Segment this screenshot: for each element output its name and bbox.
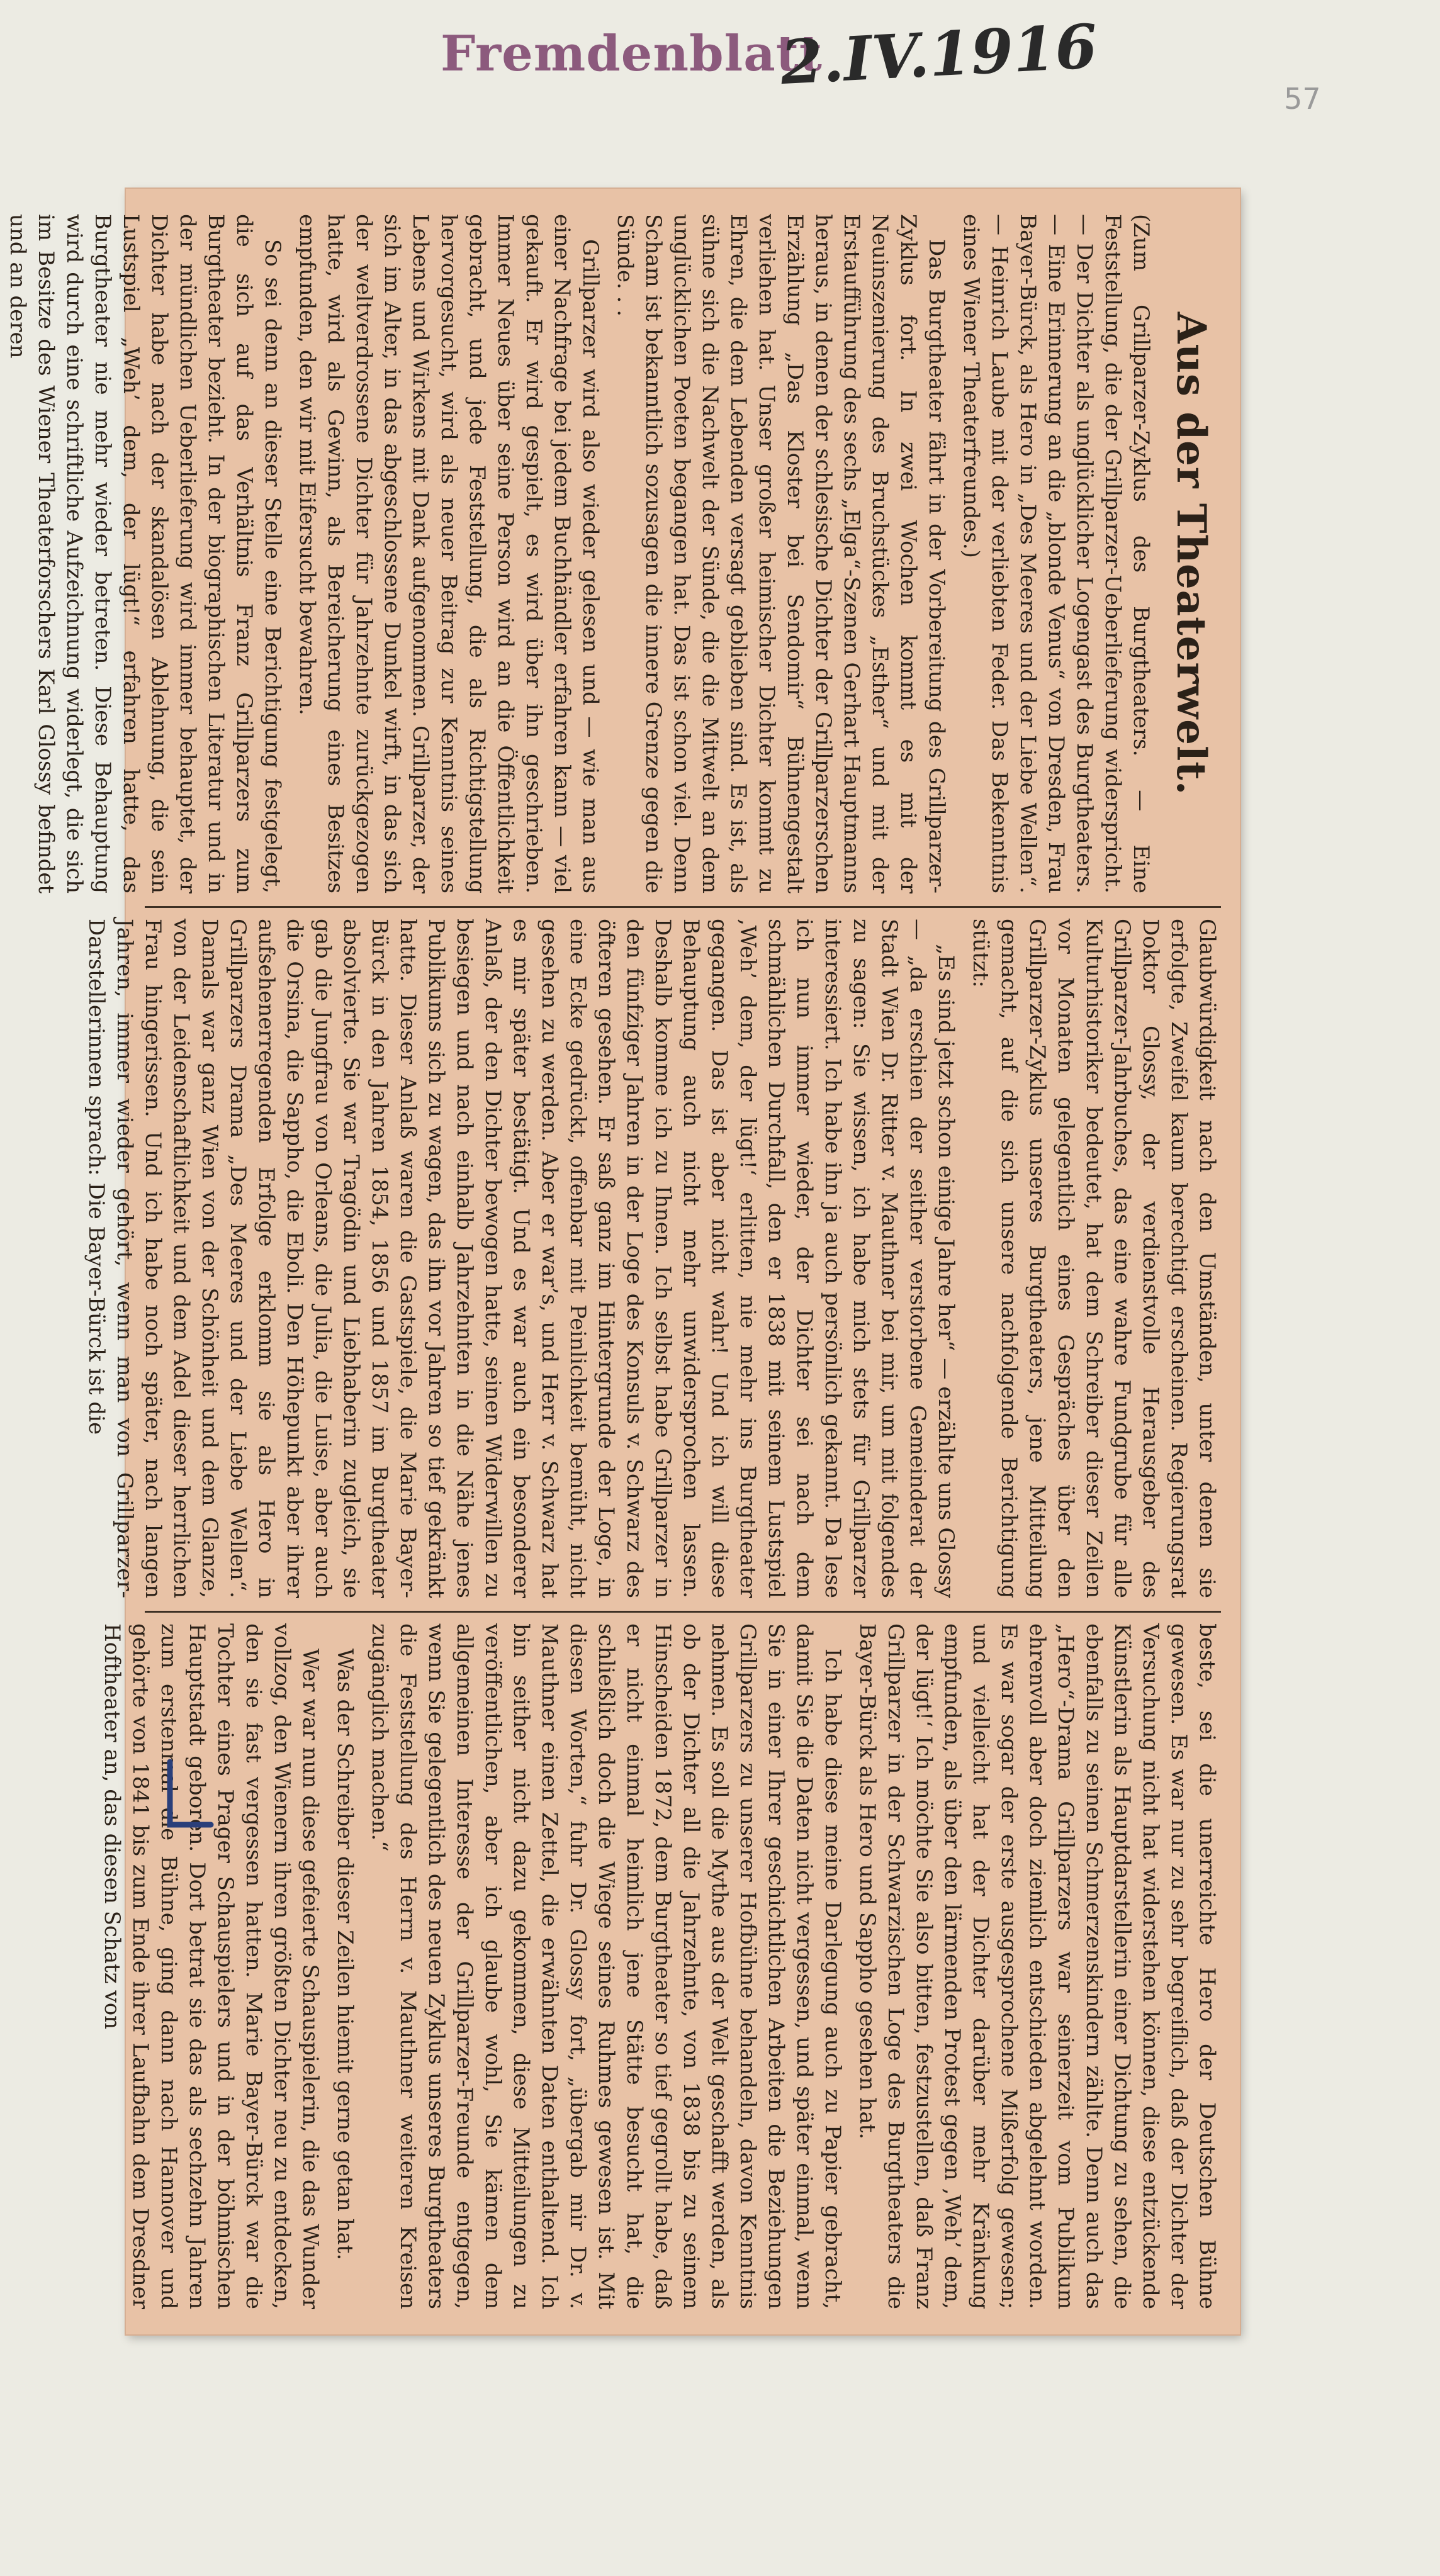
paragraph: Grillparzer wird also wieder gelesen und — wie man aus einer Nachfrage bei jedem Buchhändler erfahren kann — viel gekauft. Er wird gespielt, es wird über ihn geschrieben. Immer Neues über seine Person wird an die Öffentlichkeit gebracht, und jede Feststellung, die als Richtigstellung hervorgesucht, wird als neuer Beitrag zur Kenntnis seines Lebens und Wirkens mit Dank aufgenommen. Grillparzer, der sich im Alter, in das abgeschlossene Dunkel wirft, in das sich der weltverdrossene Dichter für Jahrzehnte zurückgezogen hatte, wird als Gewinn, als Bereicherung eines Besitzes empfunden, den wir mit Eifersucht bewahren. [295, 214, 603, 893]
article-column-1 [5, 214, 1221, 893]
paragraph: „Es sind jetzt schon einige Jahre her“ — erzählte uns Glossy — „da erschien der seither verstorbene Gemeinderat der Stadt Wien Dr. Ritter v. Mauthner bei mir, um mit folgendes zu sagen: Sie wissen, ich habe mich stets für Grillparzer interessiert. Ich habe ihn ja auch persönlich gekannt. Da lese ich nun immer wieder, der Dichter sei nach dem schmählichen Durchfall, den er 1838 mit seinem Lustspiel ‚Weh’ dem, der lügt!‘ erlitten, nie mehr ins Burgtheater gegangen. Das ist aber nicht wahr! Und ich will diese Behauptung auch nicht mehr unwidersprochen lassen. Deshalb komme ich zu Ihnen. Ich selbst habe Grillparzer in den fünfziger Jahren in der Loge des Konsuls v. Schwarz des öfteren gesehen. Er saß ganz im Hintergrunde der Loge, in eine Ecke gedrückt, offenbar mit Peinlichkeit bemüht, nicht gesehen zu werden. Aber er war’s, und Herr v. Schwarz hat es mir später bestätigt. Und es war auch ein besonderer Anlaß, der den Dichter bewogen hatte, seinen Widerwillen zu besiegen und nach einhalb Jahrzehnten in die Nähe jenes Publikums sich zu wagen, das ihn vor Jahren so tief gekränkt hatte. Dieser Anlaß waren die Gastspiele, die Marie Bayer-Bürck in den Jahren 1854, 1856 und 1857 im Burgtheater absolvierte. Sie war Tragödin und Liebhaberin zugleich, sie gab die Jungfrau von Orleans, die Julia, die Luise, aber auch die Orsina, die Sappho, die Eboli. Den Höhepunkt aber ihrer aufsehenerregenden Erfolge erklomm sie als Hero in Grillparzers Drama „Des Meeres und der Liebe Wellen“. Damals war ganz Wien von der Schönheit und dem Glanze, von der Leidenschaftlichkeit und dem Adel dieser herrlichen Frau hingerissen. Und ich habe noch später, nach langen Jahren, immer wieder gehört, wenn man von Grillparzer-Darstellerinnen sprach: Die Bayer-Bürck ist die [84, 919, 959, 1598]
paragraph: Was der Schreiber dieser Zeilen hiemit gerne getan hat. [332, 1649, 357, 2261]
pencil-bracket-mark [157, 1756, 214, 1831]
article-title: Aus der Theaterwelt. [1167, 311, 1215, 796]
paragraph: Das Burgtheater fährt in der Vorbereitung des Grillparzer-Zyklus fort. In zwei Wochen kommt es mit der Neuinszenierung des Bruchstückes „Esther“ und mit der Erstaufführung des sechs „Elga“-Szenen Gerhart Hauptmanns heraus, in denen der schlesische Dichter der Grillparzerschen Erzählung „Das Kloster bei Sendomir“ Bühnengestalt verliehen hat. Unser großer heimischer Dichter kommt zu Ehren, die dem Lebenden versagt geblieben sind. Es ist, als sühne sich die Nachwelt der Sünde, die die Mitwelt an dem unglücklichen Poeten begangen hat. Das ist schon viel. Denn Scham ist bekanntlich sozusagen die innere Grenze gegen die Sünde. . . [612, 214, 949, 893]
handwritten-date: 2.IV.1916 [779, 10, 1100, 99]
paragraph: Wer war nun diese gefeierte Schauspielerin, die das Wunder vollzog, den Wienern ihren größten Dichter neu zu entdecken, den sie fast vergessen hatten. Marie Bayer-Bürck war die Tochter eines Prager Schauspielers und in der böhmischen Hauptstadt geboren. Dort betrat sie das als sechzehn Jahren zum erstenmal die Bühne, ging dann nach Hannover und gehörte von 1841 bis zum Ende ihrer Laufbahn dem Dresdner Hoftheater an, das diesen Schatz von [99, 1623, 323, 2309]
column-divider [145, 1611, 1221, 1613]
article-column-2 [84, 919, 1221, 1598]
newspaper-stamp: Fremdenblatt [441, 25, 823, 82]
paragraph: So sei denn an dieser Stelle eine Berichtigung festgelegt, die sich auf das Verhältnis Franz Grillparzers zum Burgtheater bezieht. In der biographischen Literatur und in der mündlichen Ueberlieferung wird immer behauptet, der Dichter habe nach der skandalösen Ablehnung, die sein Lustspiel „Weh’ dem, der lügt!“ erfahren hatte, das Burgtheater nie mehr wieder betreten. Diese Behauptung wird durch eine schriftliche Aufzeichnung widerlegt, die sich im Besitze des Wiener Theaterforschers Karl Glossy befindet und an deren [5, 214, 285, 893]
paragraph: Glaubwürdigkeit nach den Umständen, unter denen sie erfolgte, Zweifel kaum berechtigt erscheinen. Regierungsrat Doktor Glossy, der verdienstvolle Herausgeber des Grillparzer-Jahrbuches, das eine wahre Fundgrube für alle Kulturhistoriker bedeutet, hat dem Schreiber dieser Zeilen vor Monaten gelegentlich eines Gespräches über den Grillparzer-Zyklus unseres Burgtheaters, jene Mitteilung gemacht, auf die sich unsere nachfolgende Berichtigung stützt: [968, 919, 1220, 1598]
page-number: 57 [1284, 82, 1321, 116]
paragraph: Ich habe diese meine Darlegung auch zu Papier gebracht, damit Sie die Daten nicht vergessen, und später einmal, wenn Sie in einer Ihrer geschichtlichen Arbeiten die Beziehungen Grillparzers zu unserer Hofbühne behandeln, davon Kenntnis nehmen. Es soll die Mythe aus der Welt geschafft werden, als ob der Dichter all die Jahrzehnte, von 1838 bis zu seinem Hinscheiden 1872, dem Burgtheater so tief gegrollt habe, daß er nicht einmal heimlich jene Stätte besucht hat, die schließlich doch die Wiege seines Ruhmes gewesen ist. Mit diesen Worten,“ fuhr Dr. Glossy fort, „übergab mir Dr. v. Mauthner einen Zettel, die erwähnten Daten enthaltend. Ich bin seither nicht dazu gekommen, diese Mitteilungen zu veröffentlichen, aber ich glaube wohl, Sie kämen dem allgemeinen Interesse der Grillparzer-Freunde entgegen, wenn Sie gelegentlich des neuen Zyklus unseres Burgtheaters die Feststellung des Herrn v. Mauthner weiteren Kreisen zugänglich machen.“ [367, 1623, 845, 2309]
article-text-rotated [5, 189, 1240, 2334]
paragraph: beste, sei die unerreichte Hero der Deutschen Bühne gewesen. Es war nur zu sehr begreiflich, daß der Dichter der Versuchung nicht hat widerstehen können, diese entzückende Künstlerin als Hauptdarstellerin einer Dichtung zu sehen, die ebenfalls zu seinen Schmerzenskindern zählte. Denn auch das „Hero“-Drama Grillparzers war seinerzeit vom Publikum ehrenvoll aber doch ziemlich entschieden abgelehnt worden. Es war sogar der erste ausgesprochene Mißerfolg gewesen; und vielleicht hat der Dichter darüber mehr Kränkung empfunden, als über den lärmenden Protest gegen ‚Weh’ dem, der lügt!‘ Ich möchte Sie also bitten, festzustellen, daß Franz Grillparzer in der Schwarzischen Loge des Burgtheaters die Bayer-Bürck als Hero und Sappho gesehen hat. [855, 1623, 1220, 2309]
column-divider [145, 906, 1221, 908]
article-column-3 [99, 1623, 1221, 2309]
article-subtitle: (Zum Grillparzer-Zyklus des Burgtheaters. — Eine Feststellung, die der Grillparzer-Ueberlieferung widerspricht. — Der Dichter als unglücklicher Logengast des Burgtheaters. — Eine Erinnerung an die „blonde Venus“ von Dresden, Frau Bayer-Bürck, als Hero in „Des Meeres und der Liebe Wellen“. — Heinrich Laube mit der verliebten Feder. Das Bekenntnis eines Wiener Theaterfreundes.) [959, 214, 1154, 893]
